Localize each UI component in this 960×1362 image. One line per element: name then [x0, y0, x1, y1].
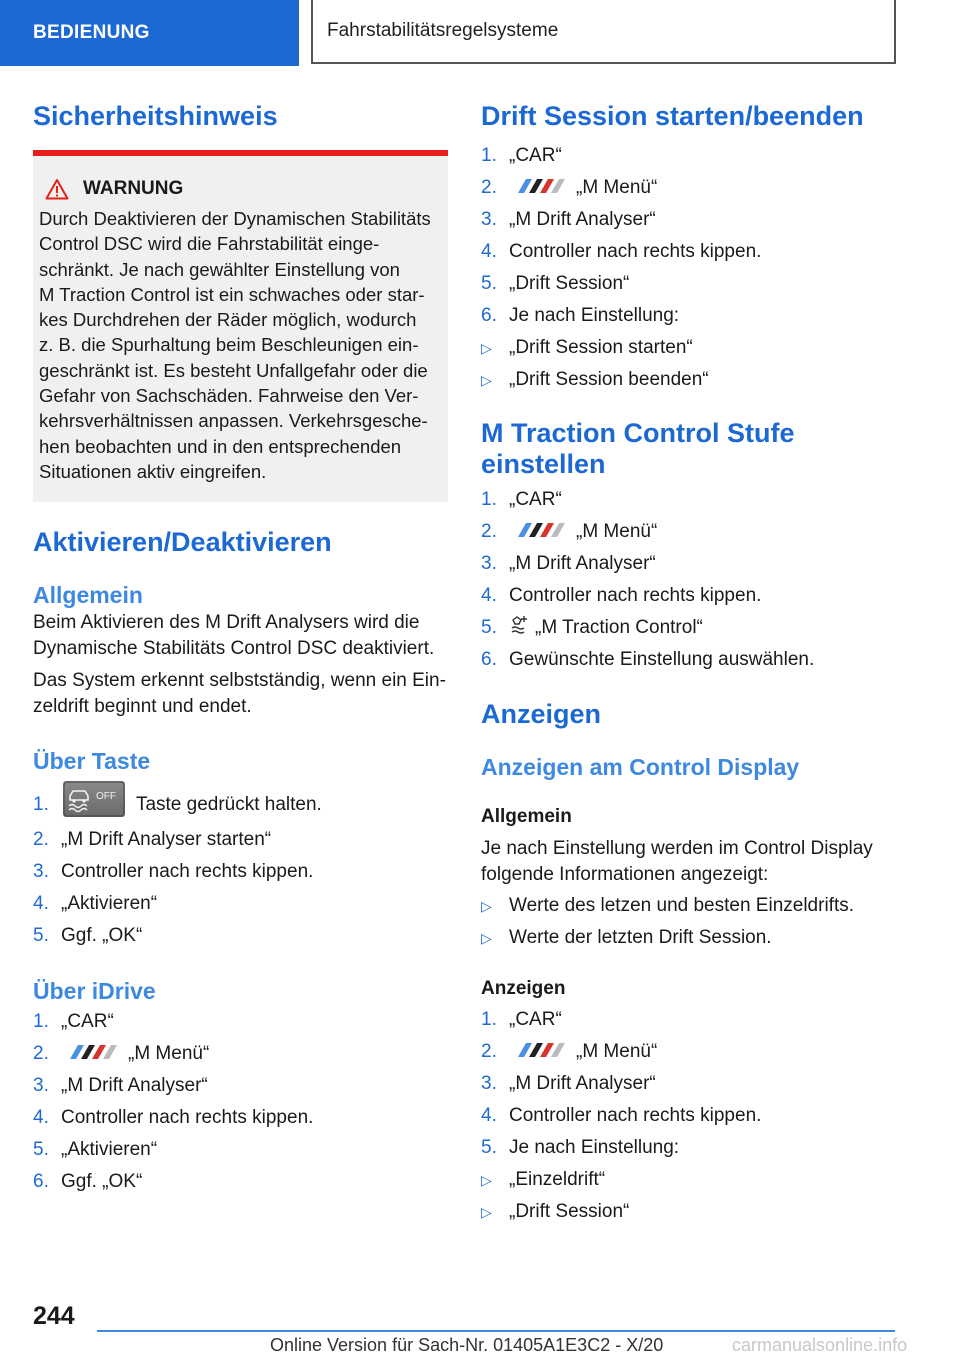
- step-text: Gewünschte Einstellung auswählen.: [509, 649, 815, 670]
- text-line: zeldrift beginnt und endet.: [33, 696, 252, 718]
- step-text: „M Menü“: [128, 1043, 210, 1065]
- heading-line: einstellen: [481, 449, 606, 479]
- off-label: OFF: [96, 791, 116, 803]
- list-item: [33, 1038, 448, 1070]
- warning-head: [45, 178, 442, 200]
- warning-line: schränkt. Je nach gewählter Einstellung von: [39, 258, 400, 280]
- step-text: „CAR“: [61, 1011, 114, 1033]
- safety-heading: Sicherheitshinweis: [33, 101, 278, 131]
- step-text: „CAR“: [509, 489, 562, 510]
- list-item: [481, 204, 901, 236]
- display-paragraph: [481, 836, 901, 888]
- list-item: [33, 1134, 448, 1166]
- warning-box: [33, 156, 448, 502]
- list-item: [33, 920, 448, 952]
- bullet-triangle-icon: ▷: [481, 1172, 492, 1188]
- list-item: [481, 548, 901, 580]
- step-number: 2.: [33, 829, 49, 851]
- step-text: Controller nach rechts kippen.: [509, 241, 762, 262]
- list-item: [481, 236, 901, 268]
- step-text: Controller nach rechts kippen.: [509, 1105, 762, 1126]
- chapter-title: Fahrstabilitätsregelsysteme: [311, 0, 896, 64]
- display-sub-heading: Anzeigen am Control Display: [481, 754, 800, 780]
- warning-line: z. B. die Spurhaltung beim Beschleunigen ein-: [39, 334, 419, 356]
- idrive-steps: [33, 1006, 448, 1198]
- warning-line: Control DSC wird die Fahrstabilität einge-: [39, 233, 380, 255]
- step-text: Je nach Einstellung:: [509, 1137, 680, 1158]
- step-number: 1.: [481, 489, 497, 510]
- heading-line: M Traction Control Stufe: [481, 418, 795, 448]
- step-text: Taste gedrückt halten.: [135, 794, 322, 816]
- list-item: [481, 268, 901, 300]
- display-heading: Anzeigen: [481, 699, 602, 729]
- section-tab: BEDIENUNG: [0, 0, 299, 66]
- step-number: 3.: [33, 861, 49, 883]
- step-text: Controller nach rechts kippen.: [509, 585, 762, 606]
- step-text: „M Drift Analyser“: [509, 1073, 656, 1094]
- drift-heading: Drift Session starten/beenden: [481, 101, 864, 131]
- text-line: Dynamische Stabilitäts Control DSC deaktiviert.: [33, 638, 435, 660]
- list-item: [481, 1132, 901, 1164]
- step-text: „Aktivieren“: [61, 893, 158, 915]
- button-steps: [33, 786, 448, 952]
- sub-text: „Drift Session“: [509, 1201, 630, 1222]
- step-text: Ggf. „OK“: [61, 1171, 143, 1193]
- step-number: 4.: [481, 1105, 497, 1126]
- page-header: [0, 0, 960, 66]
- left-column: [33, 100, 448, 1198]
- m-menu-icon: [64, 1044, 118, 1060]
- list-item: [33, 1006, 448, 1038]
- display-sub-list: [481, 1164, 901, 1228]
- step-number: 5.: [33, 1139, 49, 1161]
- step-text: „Aktivieren“: [61, 1139, 158, 1161]
- list-item: [481, 516, 901, 548]
- display-bullets: [481, 890, 901, 954]
- list-item: [481, 1196, 901, 1228]
- list-item: [481, 890, 901, 922]
- list-item: [33, 1070, 448, 1102]
- step-number: 4.: [481, 585, 497, 606]
- list-item: [481, 300, 901, 332]
- step-number: 4.: [481, 241, 497, 262]
- list-item: [33, 856, 448, 888]
- traction-control-icon: [509, 614, 529, 638]
- list-item: [33, 824, 448, 856]
- sub-text: „Einzeldrift“: [509, 1169, 606, 1190]
- step-text: Controller nach rechts kippen.: [61, 1107, 314, 1129]
- step-number: 1.: [33, 1011, 49, 1033]
- footer-divider: [97, 1330, 895, 1332]
- list-item: [481, 1100, 901, 1132]
- list-item: [481, 484, 901, 516]
- drift-sub-list: [481, 332, 901, 396]
- step-number: 2.: [481, 177, 497, 198]
- step-number: 3.: [481, 553, 497, 574]
- list-item: [481, 644, 901, 676]
- step-number: 4.: [33, 893, 49, 915]
- list-item: [33, 786, 448, 824]
- text-line: Beim Aktivieren des M Drift Analysers wird die: [33, 612, 420, 634]
- step-number: 1.: [481, 1009, 497, 1030]
- step-number: 4.: [33, 1107, 49, 1129]
- list-item: [481, 172, 901, 204]
- warning-line: kes Durchdrehen der Räder möglich, wodurch: [39, 309, 417, 331]
- list-item: [481, 364, 901, 396]
- warning-triangle-icon: [45, 178, 69, 200]
- warning-line: Gefahr von Sachschäden. Fahrweise den Ver-: [39, 385, 419, 407]
- step-number: 5.: [33, 925, 49, 947]
- list-item: [33, 1102, 448, 1134]
- step-number: 2.: [33, 1043, 49, 1065]
- right-column: [481, 100, 901, 1228]
- step-text: „M Drift Analyser“: [509, 209, 656, 230]
- m-menu-icon: [512, 178, 566, 194]
- step-text: „M Drift Analyser“: [61, 1075, 208, 1097]
- footer-watermark: carmanualsonline.info: [732, 1335, 908, 1355]
- step-text: „M Traction Control“: [535, 617, 703, 638]
- drift-steps: [481, 140, 901, 332]
- list-item: [481, 140, 901, 172]
- step-text: Controller nach rechts kippen.: [61, 861, 314, 883]
- bullet-triangle-icon: ▷: [481, 1204, 492, 1220]
- warning-line: hen beobachten und in den entsprechenden: [39, 435, 402, 457]
- step-text: „CAR“: [509, 145, 562, 166]
- list-item: [481, 1068, 901, 1100]
- sub-text: „Drift Session beenden“: [509, 369, 709, 390]
- text-line: Je nach Einstellung werden im Control Display: [481, 838, 873, 859]
- display-steps: [481, 1004, 901, 1164]
- general-paragraph-1: [33, 610, 448, 662]
- warning-line: M Traction Control ist ein schwaches oder star-: [39, 283, 425, 305]
- bullet-text: Werte der letzten Drift Session.: [509, 927, 772, 948]
- step-number: 3.: [481, 1073, 497, 1094]
- general-paragraph-2: [33, 668, 448, 720]
- list-item: [481, 332, 901, 364]
- list-item: [481, 580, 901, 612]
- step-text: „Drift Session“: [509, 273, 630, 294]
- warning-line: geschränkt ist. Es besteht Unfallgefahr oder die: [39, 359, 428, 381]
- list-item: [481, 1036, 901, 1068]
- idrive-heading: Über iDrive: [33, 978, 156, 1005]
- step-number: 3.: [481, 209, 497, 230]
- text-line: folgende Informationen angezeigt:: [481, 864, 769, 885]
- activate-heading: Aktivieren/Deaktivieren: [33, 527, 332, 558]
- display-show-heading: Anzeigen: [481, 978, 566, 999]
- step-number: 5.: [481, 617, 497, 638]
- step-number: 2.: [481, 1041, 497, 1062]
- display-general-heading: Allgemein: [481, 806, 572, 827]
- step-text: Ggf. „OK“: [61, 925, 143, 947]
- step-number: 2.: [481, 521, 497, 542]
- bullet-triangle-icon: ▷: [481, 340, 492, 356]
- m-menu-icon: [512, 1042, 566, 1058]
- step-number: 6.: [33, 1171, 49, 1193]
- warning-text: [39, 206, 442, 484]
- step-text: „M Menü“: [576, 177, 658, 198]
- bullet-text: Werte des letzen und besten Einzeldrifts.: [509, 895, 855, 916]
- bullet-triangle-icon: ▷: [481, 898, 492, 914]
- sub-text: „Drift Session starten“: [509, 337, 693, 358]
- list-item: [481, 1004, 901, 1036]
- step-number: 6.: [481, 305, 497, 326]
- list-item: [481, 1164, 901, 1196]
- traction-steps: [481, 484, 901, 676]
- step-number: 1.: [481, 145, 497, 166]
- warning-line: kehrsverhältnissen anpassen. Verkehrsgesche-: [39, 410, 428, 432]
- step-number: 6.: [481, 649, 497, 670]
- step-text: „M Drift Analyser starten“: [61, 829, 272, 851]
- step-number: 5.: [481, 273, 497, 294]
- step-number: 1.: [33, 794, 49, 816]
- list-item: [481, 922, 901, 954]
- button-heading: Über Taste: [33, 748, 151, 775]
- bullet-triangle-icon: ▷: [481, 930, 492, 946]
- traction-heading: [481, 418, 901, 480]
- warning-label: WARNUNG: [83, 178, 184, 199]
- page-number: 244: [33, 1302, 75, 1330]
- footer-text: Online Version für Sach-Nr. 01405A1E3C2 - X/20: [270, 1335, 664, 1355]
- step-number: 5.: [481, 1137, 497, 1158]
- list-item: [481, 612, 901, 644]
- text-line: Das System erkennt selbstständig, wenn ein Ein-: [33, 670, 446, 692]
- warning-line: Situationen aktiv eingreifen.: [39, 460, 267, 482]
- step-number: 3.: [33, 1075, 49, 1097]
- general-heading: Allgemein: [33, 582, 143, 609]
- step-text: „M Menü“: [576, 1041, 658, 1062]
- step-text: „CAR“: [509, 1009, 562, 1030]
- step-text: Je nach Einstellung:: [509, 305, 680, 326]
- warning-line: Durch Deaktivieren der Dynamischen Stabilitäts: [39, 208, 431, 229]
- step-text: „M Menü“: [576, 521, 658, 542]
- bullet-triangle-icon: ▷: [481, 372, 492, 388]
- list-item: [33, 1166, 448, 1198]
- step-text: „M Drift Analyser“: [509, 553, 656, 574]
- list-item: [33, 888, 448, 920]
- dsc-off-button-icon: [63, 781, 125, 817]
- m-menu-icon: [512, 522, 566, 538]
